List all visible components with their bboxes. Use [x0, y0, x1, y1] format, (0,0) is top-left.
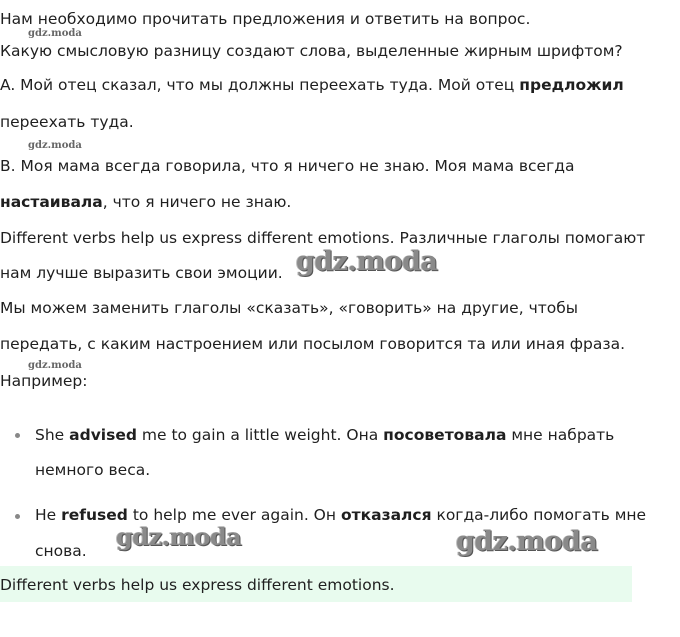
example-2-text: to help me ever again. Он: [127, 506, 341, 524]
example-1-bold-ru: посоветовала: [383, 426, 507, 444]
example-2-bold-en: refused: [61, 506, 128, 524]
intro-line: Нам необходимо прочитать предложения и ответить на вопрос.: [0, 10, 531, 28]
example-1-continued: немного веса.: [35, 461, 151, 479]
paragraph-line-2: передать, с каким настроением или посылом говорится та или иная фраза.: [0, 335, 626, 353]
sentence-a-text: A. Мой отец сказал, что мы должны переехать туда. Мой отец: [0, 76, 520, 94]
example-2-bold-ru: отказался: [340, 506, 432, 524]
bullet-marker: [15, 514, 20, 519]
example-2-continued: снова.: [35, 542, 87, 560]
watermark-logo: gdz.moda: [296, 246, 438, 277]
watermark-logo: gdz.moda: [28, 140, 82, 151]
highlight-text: Different verbs help us express different emotions.: [0, 576, 395, 594]
watermark-logo: gdz.moda: [28, 360, 82, 371]
sentence-b-continued: [0, 191, 291, 213]
watermark-logo: gdz.moda: [28, 28, 82, 39]
sentence-a-bold: предложил: [519, 76, 624, 94]
example-2-text: когда-либо помогать мне: [431, 506, 647, 524]
example-1: [35, 424, 614, 446]
example-1-text: me to gain a little weight. Она: [136, 426, 384, 444]
watermark-logo: gdz.moda: [456, 526, 598, 557]
bullet-marker: [15, 433, 20, 438]
example-1-bold-en: advised: [69, 426, 137, 444]
russian-line: нам лучше выразить свои эмоции.: [0, 264, 283, 282]
sentence-b-bold: настаивала: [0, 193, 103, 211]
example-1-text: мне набрать: [506, 426, 615, 444]
sentence-b: B. Моя мама всегда говорила, что я ничего не знаю. Моя мама всегда: [0, 157, 575, 175]
question-line: Какую смысловую разницу создают слова, выделенные жирным шрифтом?: [0, 42, 623, 60]
example-1-text: She: [35, 426, 70, 444]
paragraph-line-1: Мы можем заменить глаголы «сказать», «говорить» на другие, чтобы: [0, 299, 579, 317]
english-line: Different verbs help us express different emotions. Различные глаголы помогают: [0, 229, 646, 247]
sentence-a: [0, 74, 624, 96]
watermark-logo: gdz.moda: [116, 522, 242, 551]
example-heading: Например:: [0, 372, 88, 390]
example-2-text: He: [35, 506, 62, 524]
sentence-a-continued: переехать туда.: [0, 113, 134, 131]
sentence-b-text: , что я ничего не знаю.: [102, 193, 292, 211]
